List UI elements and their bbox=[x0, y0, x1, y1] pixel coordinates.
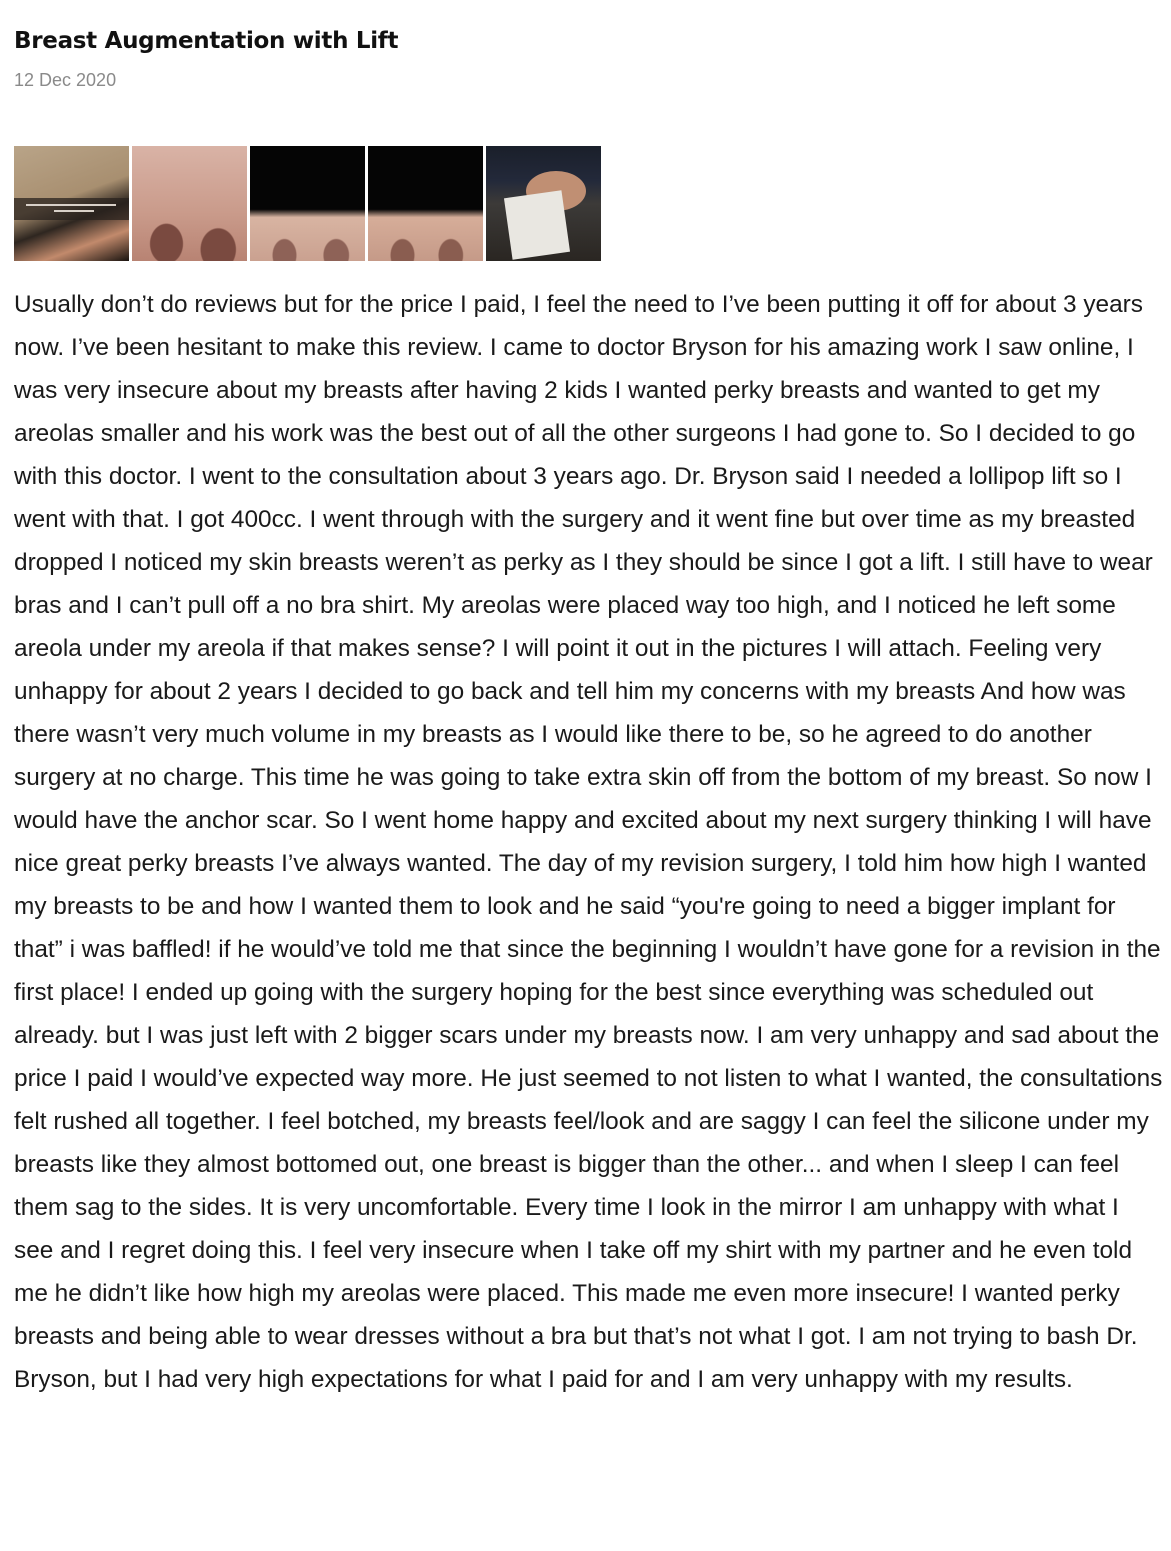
photo-thumbnail-1[interactable] bbox=[14, 146, 129, 261]
photo-caption-overlay bbox=[14, 198, 129, 220]
photo-thumbnail-4[interactable] bbox=[368, 146, 483, 261]
review-card bbox=[14, 22, 1164, 1401]
photo-thumbnail-3[interactable] bbox=[250, 146, 365, 261]
review-date: 12 Dec 2020 bbox=[14, 70, 117, 90]
photo-thumbnail-5[interactable] bbox=[486, 146, 601, 261]
review-title: Breast Augmentation with Lift bbox=[14, 28, 399, 54]
photo-thumbnail-2[interactable] bbox=[132, 146, 247, 261]
review-body: Usually don’t do reviews but for the price I paid, I feel the need to I’ve been putting it off for about 3 years now. I’ve been hesitant to make this review. I came to doctor Bryson for his amazing work I saw online, I was very insecure about my breasts after having 2 kids I wanted perky breasts and wanted to get my areolas smaller and his work was the best out of all the other surgeons I had gone to. So I decided to go with this doctor. I went to the consultation about 3 years ago. Dr. Bryson said I needed a lollipop lift so I went with that. I got 400cc. I went through with the surgery and it went fine but over time as my breasted dropped I noticed my skin breasts weren’t as perky as I they should be since I got a lift. I still have to wear bras and I can’t pull off a no bra shirt. My areolas were placed way too high, and I noticed he left some areola under my areola if that makes sense? I will point it out in the pictures I will attach. Feeling very unhappy for about 2 years I decided to go back and tell him my concerns with my breasts And how was there wasn’t very much volume in my breasts as I would like there to be, so he agreed to do another surgery at no charge. This time he was going to take extra skin off from the bottom of my breast. So now I would have the anchor scar. So I went home happy and excited about my next surgery thinking I will have nice great perky breasts I’ve always wanted. The day of my revision surgery, I told him how high I wanted my breasts to be and how I wanted them to look and he said “you're going to need a bigger implant for that” i was baffled! if he would’ve told me that since the beginning I wouldn’t have gone for a revision in the first place! I ended up going with the surgery hoping for the best since everything was scheduled out already. but I was just left with 2 bigger scars under my breasts now. I am very unhappy and sad about the price I paid I would’ve expected way more. He just seemed to not listen to what I wanted, the consultations felt rushed all together. I feel botched, my breasts feel/look and are saggy I can feel the silicone under my breasts like they almost bottomed out, one breast is bigger than the other... and when I sleep I can feel them sag to the sides. It is very uncomfortable. Every time I look in the mirror I am unhappy with what I see and I regret doing this. I feel very insecure when I take off my shirt with my partner and he even told me he didn’t like how high my areolas were placed. This made me even more insecure! I wanted perky breasts and being able to wear dresses without a bra but that’s not what I got. I am not trying to bash Dr. Bryson, but I had very high expectations for what I paid for and I am very unhappy with my results. bbox=[14, 291, 1163, 1393]
photo-gallery bbox=[14, 146, 1164, 261]
photo-note-paper bbox=[504, 190, 570, 259]
